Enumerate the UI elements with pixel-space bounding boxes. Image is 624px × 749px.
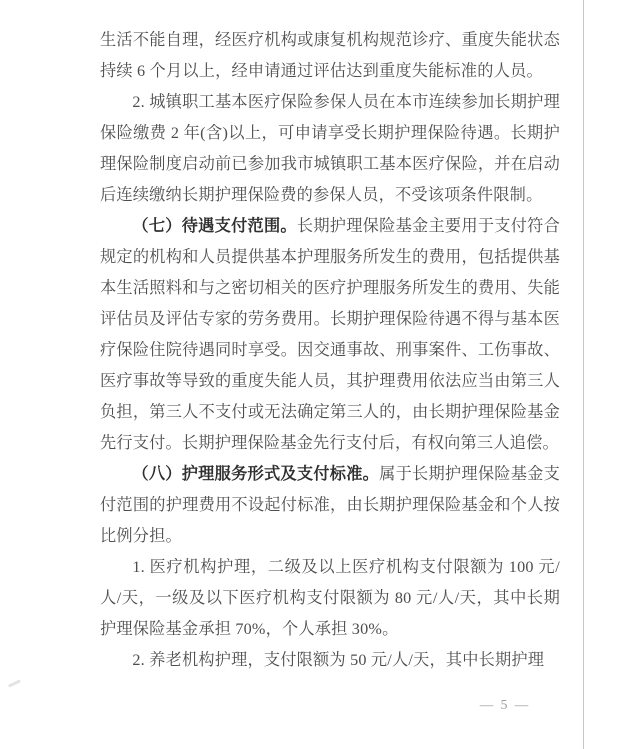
paragraph-item-eldercare bbox=[100, 645, 560, 676]
paragraph-continuation-text: 生活不能自理，经医疗机构或康复机构规范诊疗、重度失能状态持续 6 个月以上，经申请通过评估达到重度失能标准的人员。 bbox=[100, 31, 560, 80]
page-number: — 5 — bbox=[479, 697, 531, 712]
paragraph-item-medical bbox=[100, 552, 560, 645]
paragraph-section-8-text: 属于长期护理保险基金支付范围的护理费用不设起付标准，由长期护理保险基金和个人按比例分担。 bbox=[100, 465, 560, 545]
paragraph-continuation bbox=[100, 25, 560, 87]
section-8-heading: （八）护理服务形式及支付标准。 bbox=[132, 465, 380, 483]
paragraph-section-7 bbox=[100, 211, 560, 459]
paragraph-item-eldercare-text: 2. 养老机构护理，支付限额为 50 元/人/天，其中长期护理 bbox=[132, 651, 545, 669]
paragraph-section-8 bbox=[100, 459, 560, 552]
scan-smudge bbox=[8, 679, 21, 687]
scan-edge-line bbox=[583, 0, 584, 749]
document-body bbox=[100, 25, 560, 676]
section-7-heading: （七）待遇支付范围。 bbox=[132, 217, 297, 235]
paragraph-item-2-text: 2. 城镇职工基本医疗保险参保人员在本市连续参加长期护理保险缴费 2 年(含)以上，可申请享受长期护理保险待遇。长期护理保险制度启动前已参加我市城镇职工基本医疗保险，并在启动后连续缴纳长期护理保险费的参保人员，不受该项条件限制。 bbox=[100, 93, 560, 204]
paragraph-item-2 bbox=[100, 87, 560, 211]
paragraph-section-7-text: 长期护理保险基金主要用于支付符合规定的机构和人员提供基本护理服务所发生的费用，包括提供基本生活照料和与之密切相关的医疗护理服务所发生的费用、失能评估员及评估专家的劳务费用。长期护理保险待遇不得与基本医疗保险住院待遇同时享受。因交通事故、刑事案件、工伤事故、医疗事故等导致的重度失能人员，其护理费用依法应当由第三人负担，第三人不支付或无法确定第三人的，由长期护理保险基金先行支付。长期护理保险基金先行支付后，有权向第三人追偿。 bbox=[100, 217, 561, 452]
paragraph-item-medical-text: 1. 医疗机构护理，二级及以上医疗机构支付限额为 100 元/人/天，一级及以下医疗机构支付限额为 80 元/人/天，其中长期护理保险基金承担 70%，个人承担 30%。 bbox=[100, 558, 560, 638]
